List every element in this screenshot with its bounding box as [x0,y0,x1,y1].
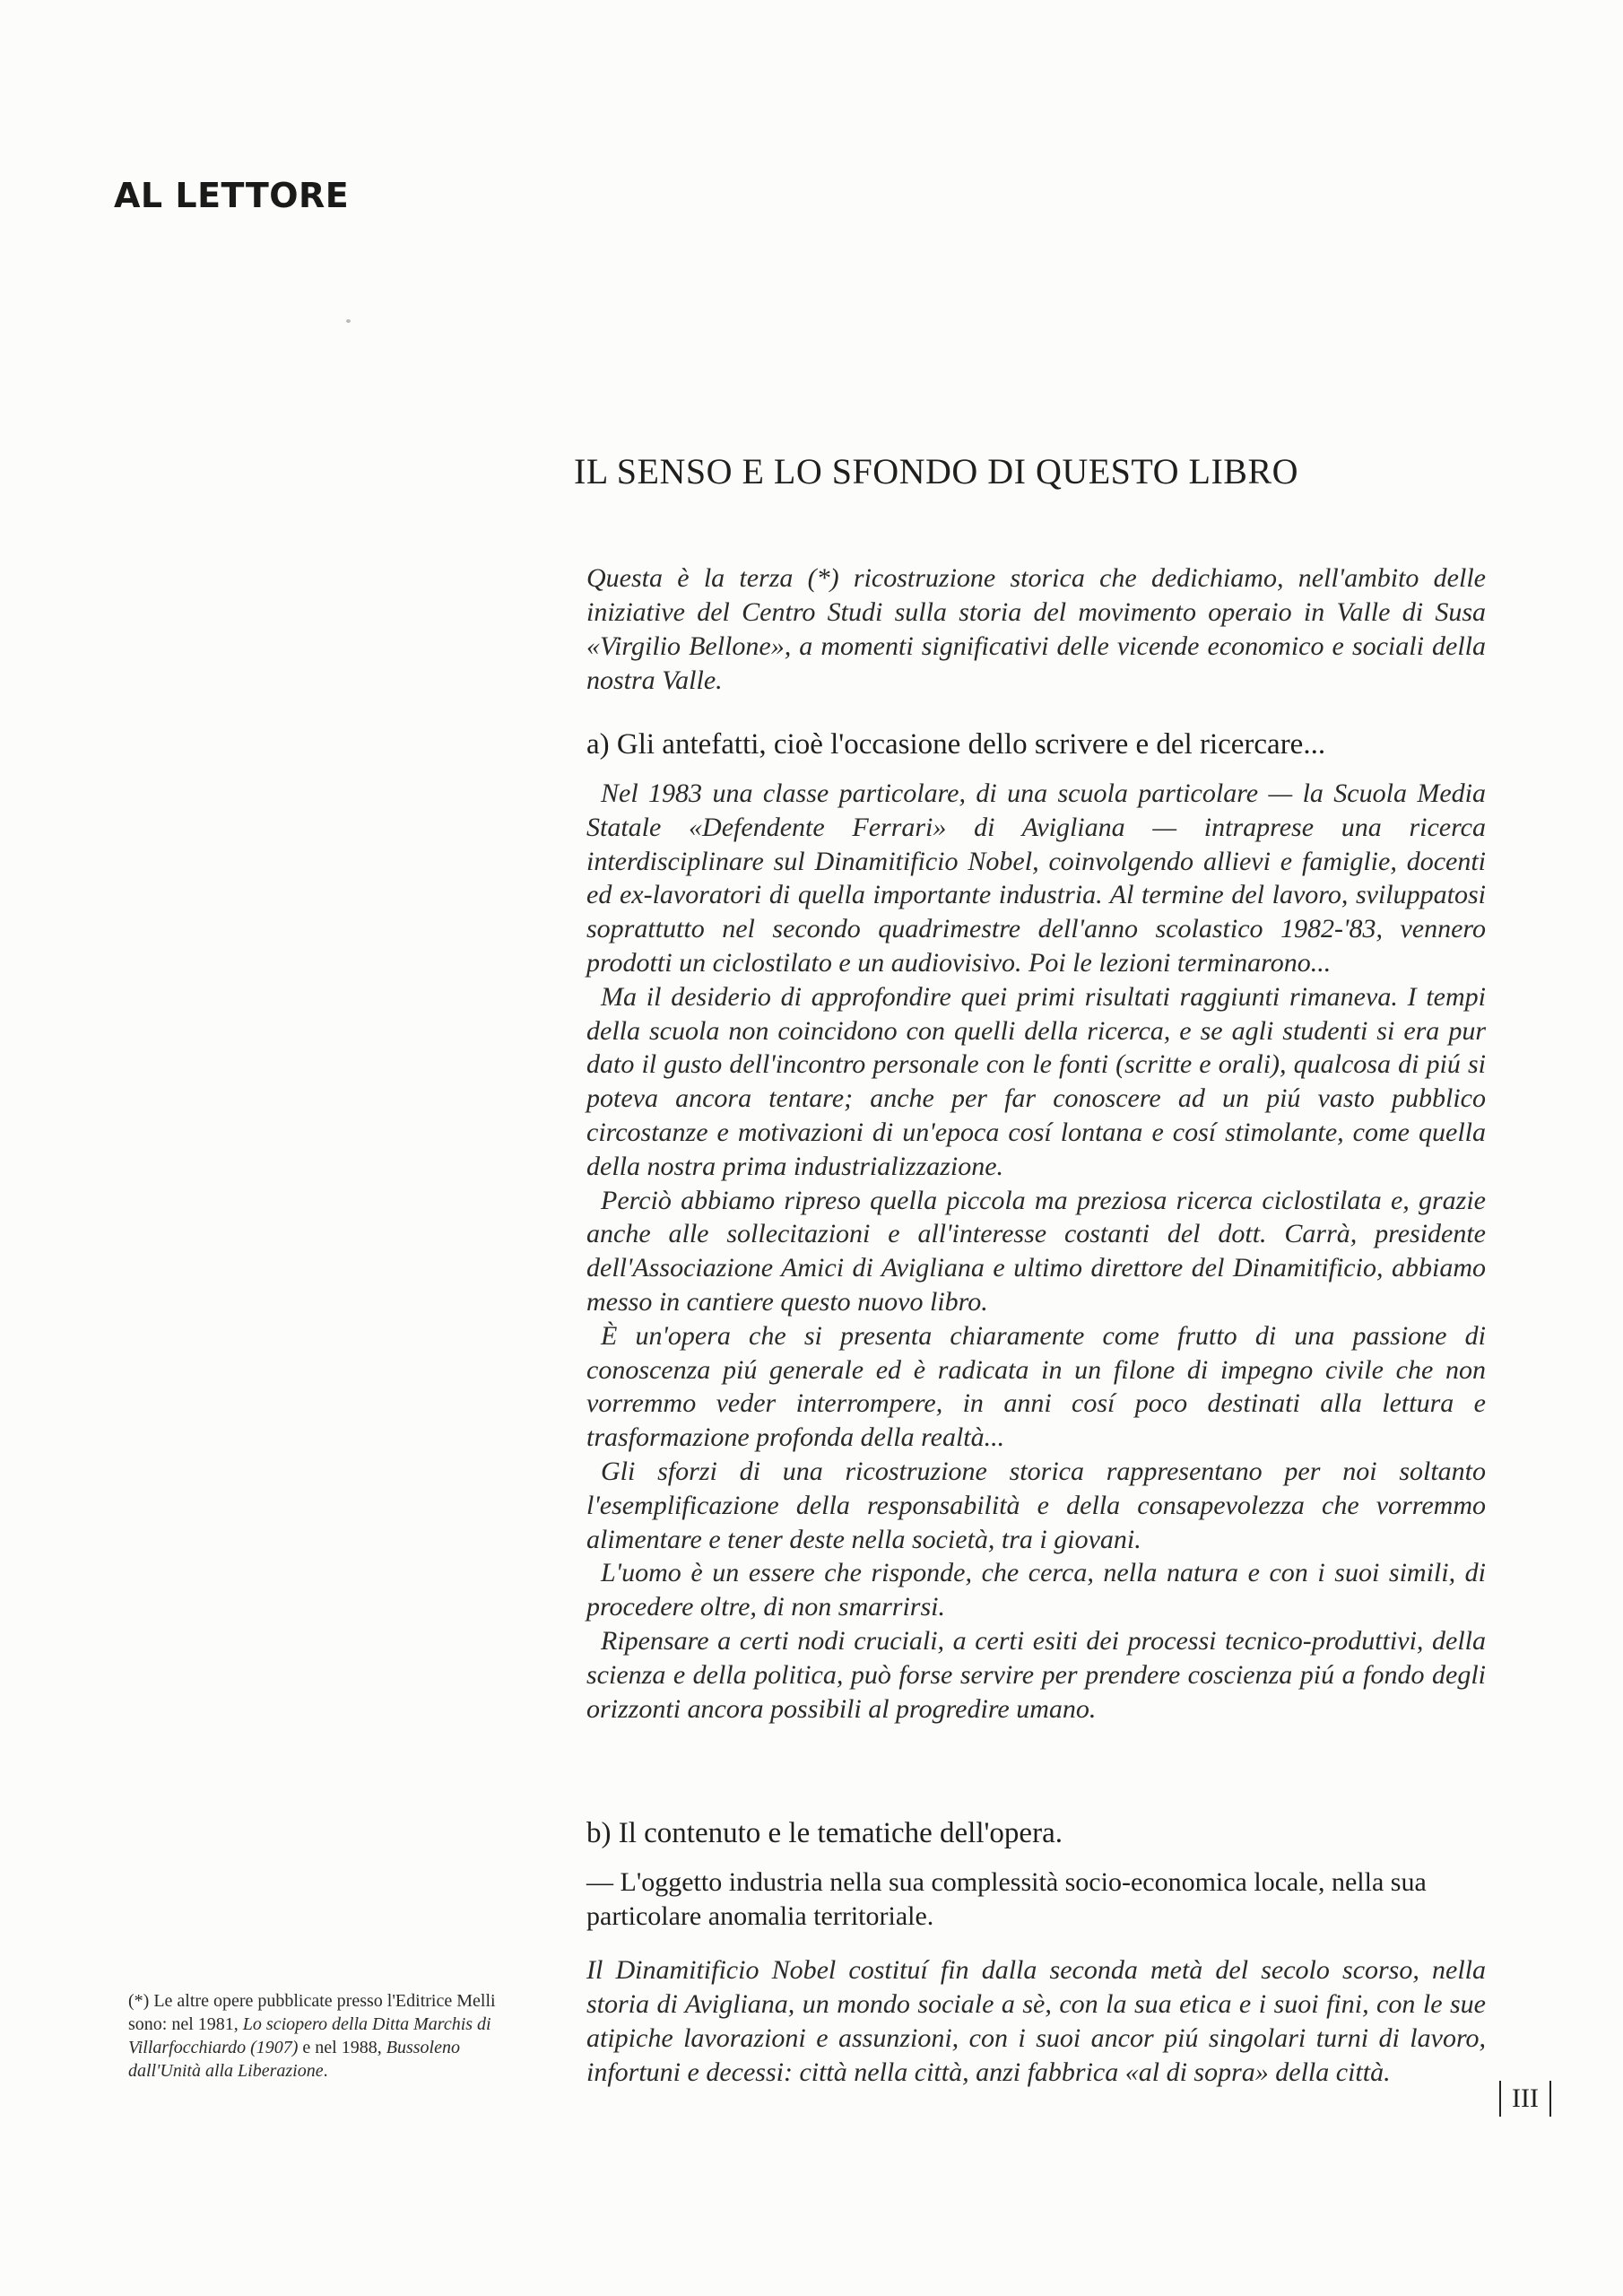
section-a-paragraph: Ripensare a certi nodi cruciali, a certi esiti dei processi tecnico-produttivi, della scienza e della politica, può forse servire per prendere coscienza piú a fondo degli orizzonti ancora possibili al progredire umano. [586,1625,1486,1724]
section-a-paragraph: L'uomo è un essere che risponde, che cerca, nella natura e con i suoi simili, di procedere oltre, di non smarrirsi. [586,1558,1486,1622]
section-a-paragraph: Gli sforzi di una ricostruzione storica rappresentano per noi soltanto l'esemplificazione della responsabilità e della consapevolezza che vorremmo alimentare e tener deste nella società, tra i giovani. [586,1456,1486,1554]
chapter-title: IL SENSO E LO SFONDO DI QUESTO LIBRO [574,451,1299,491]
footnote-title-1: Lo sciopero della Ditta Marchis di Villarfocchiardo (1907) [128,2014,491,2057]
scan-speck [346,319,351,323]
footnote [128,1989,532,2083]
page-number: III [1499,2081,1551,2117]
section-a-paragraph: Ma il desiderio di approfondire quei primi risultati raggiunti rimaneva. I tempi della scuola non coincidono con quelli della ricerca, e se agli studenti si era pur dato il gusto dell'incontro personale con le fonti (scritte e orali), qualcosa di piú si poteva ancora tentare; anche per far conoscere ad un piú vasto pubblico circostanze e motivazioni di un'epoca cosí lontana e cosí stimolante, come quella della nostra prima industrializzazione. [586,981,1486,1181]
intro-paragraph: Questa è la terza (*) ricostruzione storica che dedichiamo, nell'ambito delle iniziative del Centro Studi sulla storia del movimento operaio in Valle di Susa «Virgilio Bellone», a momenti significativi delle vicende economico e sociali della nostra Valle. [586,563,1486,695]
footnote-lead: (*) Le altre opere pubblicate presso l'Editrice Melli sono: nel 1981, [128,1991,496,2034]
section-a-body [586,777,1486,1726]
footnote-end: . [323,2061,328,2081]
section-a-paragraph: Perciò abbiamo ripreso quella piccola ma preziosa ricerca ciclostilata e, grazie anche alle sollecitazioni e all'interesse costanti del dott. Carrà, presidente dell'Associazione Amici di Avigliana e ultimo direttore del Dinamitificio, abbiamo messo in cantiere questo nuovo libro. [586,1185,1486,1317]
section-b-topic: — L'oggetto industria nella sua complessità socio-economica locale, nella sua particolare anomalia territoriale. [586,1867,1427,1931]
section-b-paragraph: Il Dinamitificio Nobel costituí fin dalla seconda metà del secolo scorso, nella storia di Avigliana, un mondo sociale a sè, con la sua etica e i suoi fini, con le sue atipiche lavorazioni e assunzioni, con i suoi ancor piú singolari turni di lavoro, infortuni e decessi: città nella città, anzi fabbrica «al di sopra» della città. [586,1955,1486,2087]
section-b-heading: b) Il contenuto e le tematiche dell'opera. [586,1817,1063,1849]
section-a-paragraph: Nel 1983 una classe particolare, di una scuola particolare — la Scuola Media Statale «Defendente Ferrari» di Avigliana — intraprese una ricerca interdisciplinare sul Dinamitificio Nobel, coinvolgendo allievi e famiglie, docenti ed ex-lavoratori di quella importante industria. Al termine del lavoro, sviluppatosi soprattutto nel secondo quadrimestre dell'anno scolastico 1982-'83, vennero prodotti un ciclostilato e un audiovisivo. Poi le lezioni terminarono... [586,778,1486,978]
section-a-paragraph: È un'opera che si presenta chiaramente come frutto di una passione di conoscenza piú generale ed è radicata in un filone di impegno civile che non vorremmo veder interrompere, in anni cosí poco destinati alla lettura e trasformazione profonda della realtà... [586,1320,1486,1453]
footnote-mid: e nel 1988, [298,2038,386,2057]
section-a-heading: a) Gli antefatti, cioè l'occasione dello scrivere e del ricercare... [586,728,1326,761]
footnote-title-2: Bussoleno dall'Unità alla Liberazione [128,2038,460,2081]
section-heading: AL LETTORE [114,176,350,215]
